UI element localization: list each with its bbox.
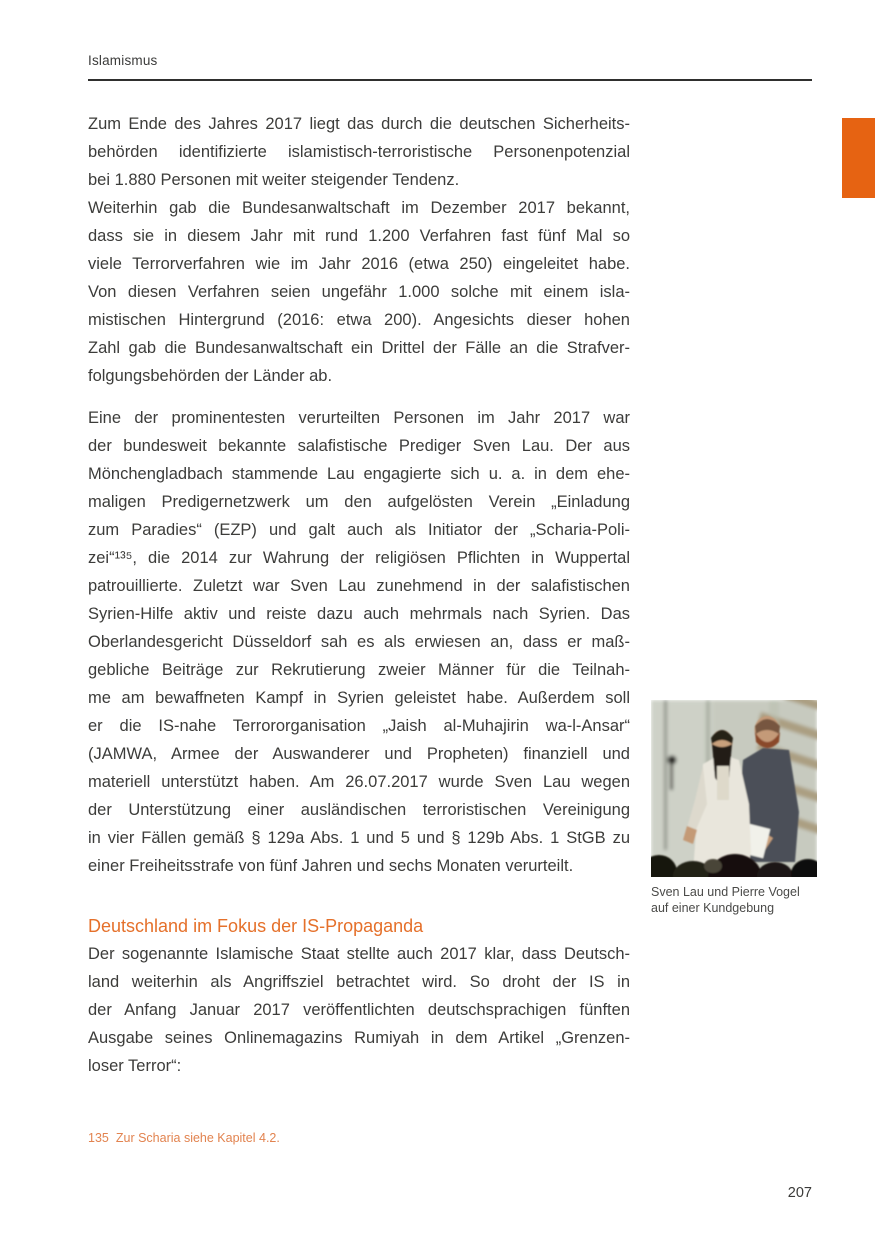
body-text-line: Ausgabe seines Onlinemagazins Rumiyah in dem Artikel „Grenzen- [88, 1029, 630, 1047]
body-text-line: materiell unterstützt haben. Am 26.07.2017 wurde Sven Lau wegen [88, 773, 630, 791]
photo-caption-line: auf einer Kundgebung [651, 901, 775, 915]
body-text-line: maligen Predigernetzwerk um den aufgelösten Verein „Einladung [88, 493, 630, 511]
body-text-line: mistischen Hintergrund (2016: etwa 200). Angesichts dieser hohen [88, 311, 630, 329]
section-heading: Deutschland im Fokus der IS-Propaganda [88, 916, 424, 936]
body-text-line: Zum Ende des Jahres 2017 liegt das durch die deutschen Sicherheits- [88, 115, 630, 133]
footnote-text: Zur Scharia siehe Kapitel 4.2. [115, 1131, 280, 1145]
photo-sven-lau-pierre-vogel [651, 700, 817, 877]
running-header: Islamismus [88, 53, 158, 68]
body-text-line: land weiterhin als Angriffsziel betrachtet wird. So droht der IS in [88, 973, 630, 991]
body-text-line: Oberlandesgericht Düsseldorf sah es als erwiesen an, dass er maß- [88, 633, 630, 651]
body-text-line: (JAMWA, Armee der Auswanderer und Propheten) finanziell und [88, 745, 630, 763]
body-text-line: Weiterhin gab die Bundesanwaltschaft im Dezember 2017 bekannt, [88, 199, 630, 217]
body-text-line: loser Terror“: [88, 1057, 182, 1075]
page-number: 207 [787, 1185, 812, 1201]
body-text-line: zei“¹³⁵, die 2014 zur Wahrung der religiösen Pflichten in Wuppertal [88, 549, 630, 567]
body-text-line: der bundesweit bekannte salafistische Prediger Sven Lau. Der aus [88, 437, 630, 455]
body-text-line: Zahl gab die Bundesanwaltschaft ein Drittel der Fälle an die Strafver- [88, 339, 630, 357]
body-text-line: Der sogenannte Islamische Staat stellte auch 2017 klar, dass Deutsch- [88, 945, 630, 963]
body-text-line: Von diesen Verfahren seien ungefähr 1.000 solche mit einem isla- [88, 283, 630, 301]
photo-caption-line: Sven Lau und Pierre Vogel [651, 885, 800, 899]
body-text-line: Eine der prominentesten verurteilten Personen im Jahr 2017 war [88, 409, 630, 427]
body-text-line: einer Freiheitsstrafe von fünf Jahren und sechs Monaten verurteilt. [88, 857, 574, 875]
body-text-line: der Unterstützung einer ausländischen terroristischen Vereinigung [88, 801, 630, 819]
paragraph-block-3 [88, 940, 630, 1080]
photo-illustration [651, 700, 817, 877]
body-text-line: bei 1.880 Personen mit weiter steigender Tendenz. [88, 171, 460, 189]
footnote-number: 135 [88, 1131, 109, 1145]
body-text-line: in vier Fällen gemäß § 129a Abs. 1 und 5 und § 129b Abs. 1 StGB zu [88, 829, 630, 847]
body-text-line: zum Paradies“ (EZP) und galt auch als Initiator der „Scharia-Poli- [88, 521, 630, 539]
body-text-line: Syrien-Hilfe aktiv und reiste dazu auch mehrmals nach Syrien. Das [88, 605, 630, 623]
footnote [88, 1131, 280, 1145]
body-text-line: gebliche Beiträge zur Rekrutierung zweier Männer für die Teilnah- [88, 661, 630, 679]
body-text-line: patrouillierte. Zuletzt war Sven Lau zunehmend in der salafistischen [88, 577, 630, 595]
paragraph-block-1 [88, 110, 630, 390]
body-text-line: me am bewaffneten Kampf in Syrien geleistet habe. Außerdem soll [88, 689, 630, 707]
body-text-line: viele Terrorverfahren wie im Jahr 2016 (etwa 250) eingeleitet habe. [88, 255, 630, 273]
body-text-line: der Anfang Januar 2017 veröffentlichten deutschsprachigen fünften [88, 1001, 630, 1019]
body-text-line: behörden identifizierte islamistisch-terroristische Personenpotenzial [88, 143, 630, 161]
body-text-line: folgungsbehörden der Länder ab. [88, 367, 333, 385]
chapter-edge-tab [842, 118, 875, 198]
header-rule [88, 79, 812, 81]
body-text-line: er die IS-nahe Terrororganisation „Jaish al-Muhajirin wa-l-Ansar“ [88, 717, 630, 735]
paragraph-block-2 [88, 404, 630, 880]
body-text-line: Mönchengladbach stammende Lau engagierte sich u. a. in dem ehe- [88, 465, 630, 483]
body-text-column [88, 110, 630, 1080]
body-text-line: dass sie in diesem Jahr mit rund 1.200 Verfahren fast fünf Mal so [88, 227, 630, 245]
photo-caption [651, 884, 841, 916]
